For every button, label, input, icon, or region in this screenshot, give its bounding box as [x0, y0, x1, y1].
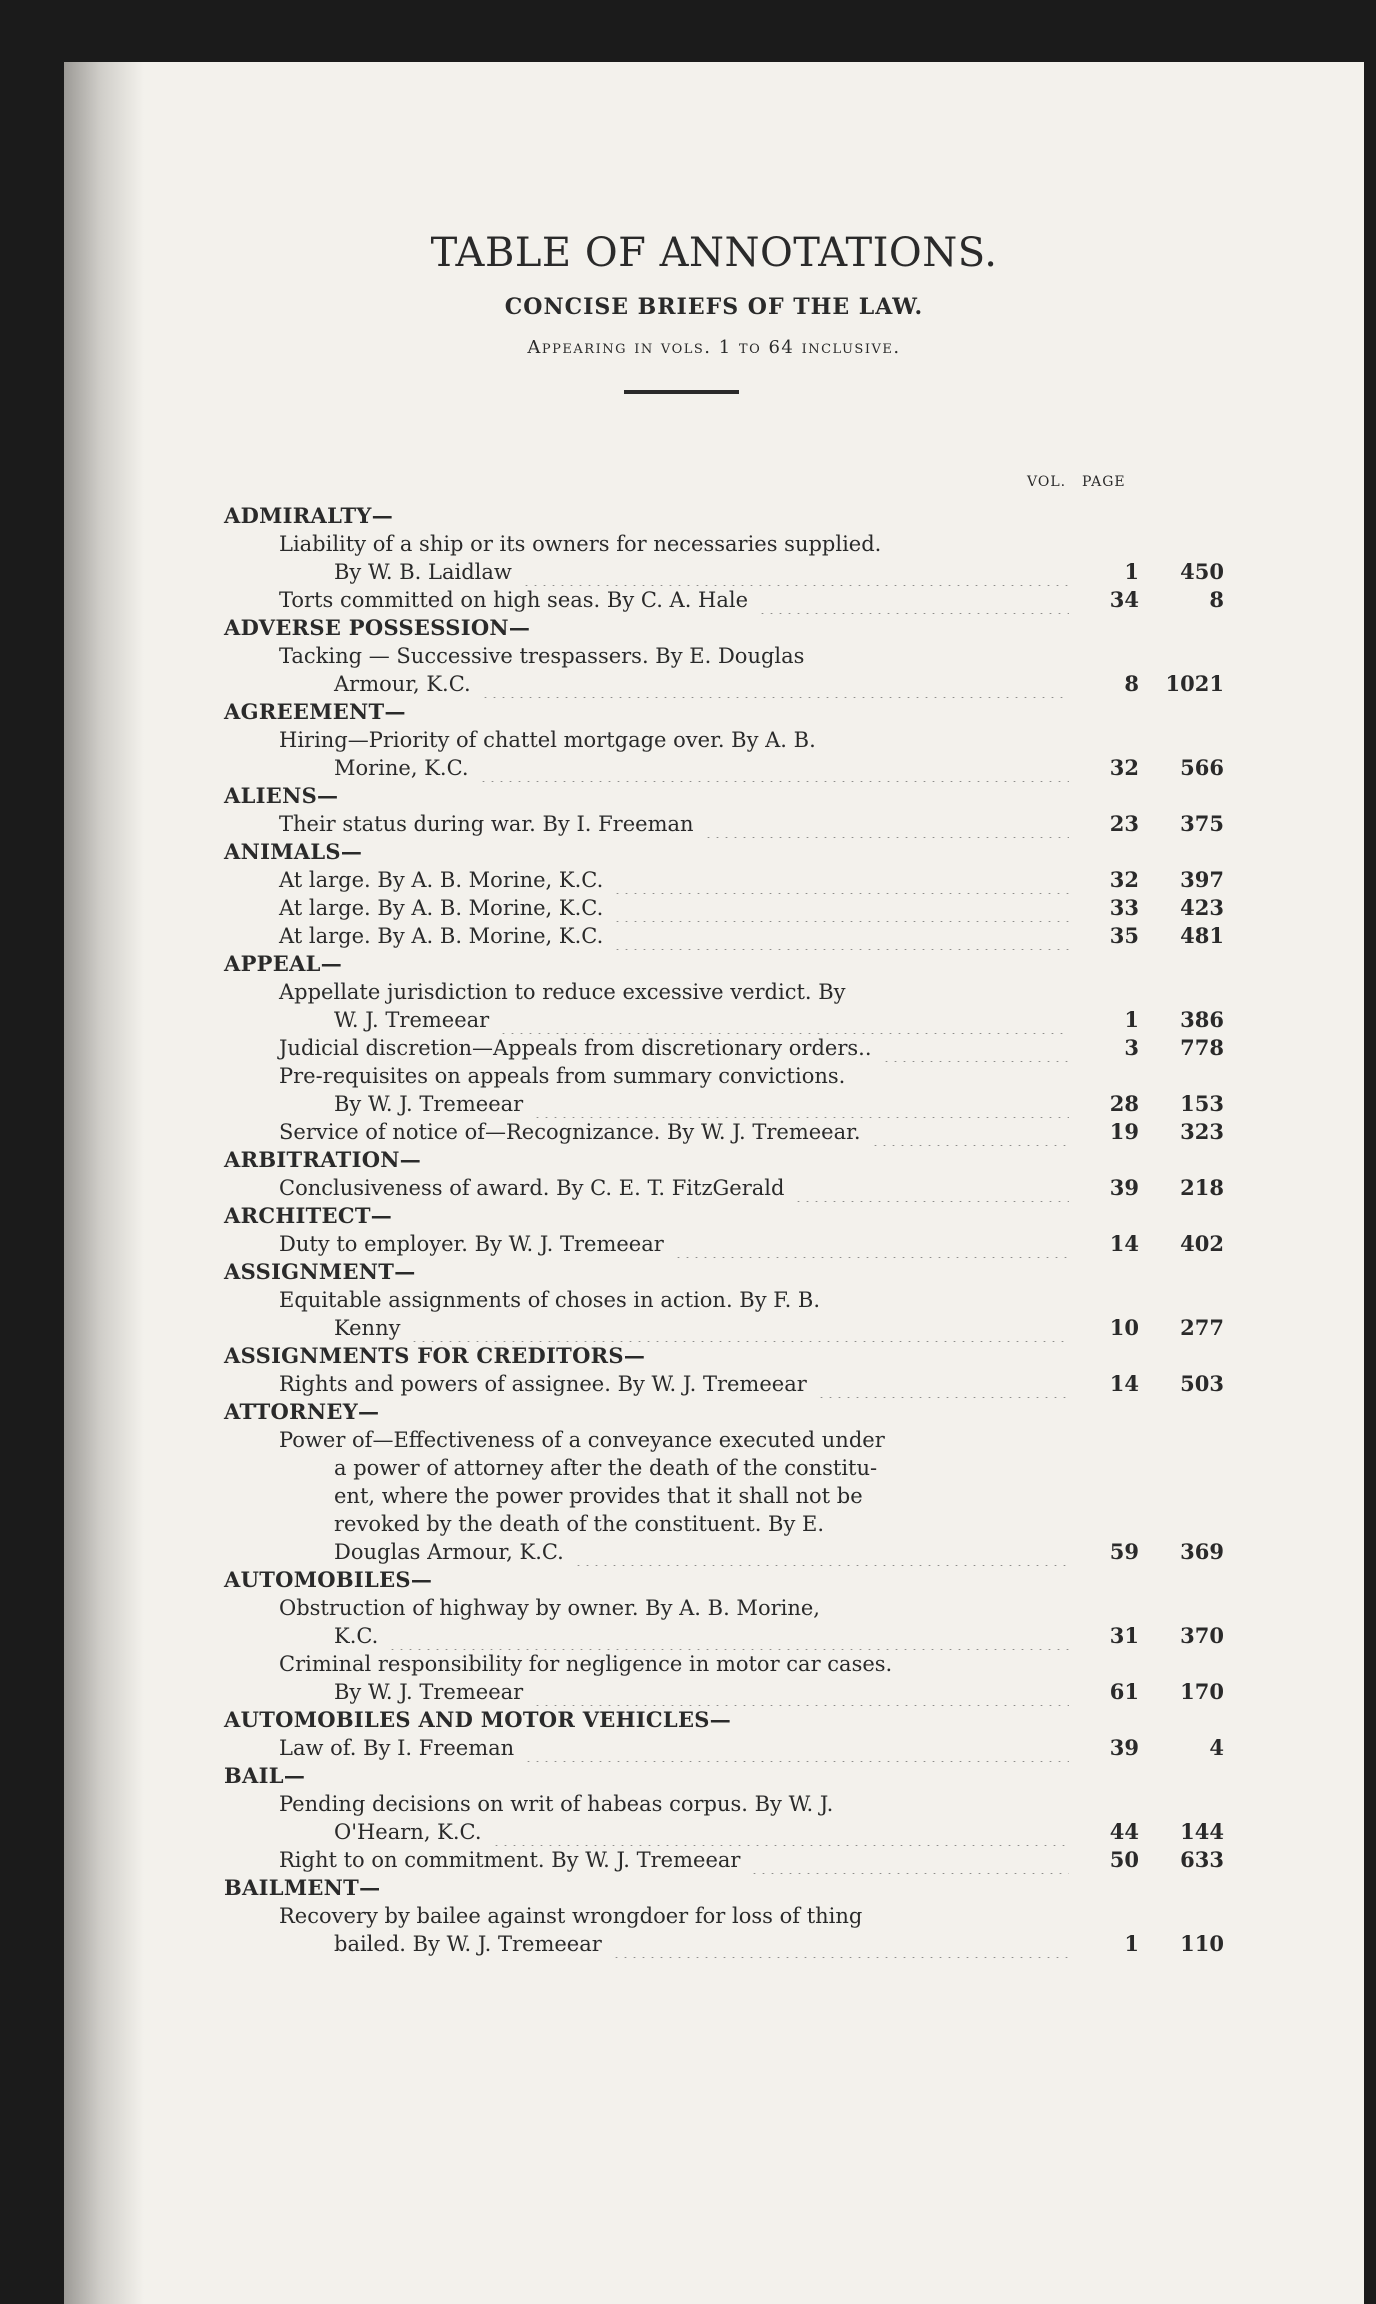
entry-line	[224, 1062, 1304, 1090]
entry-text: Conclusiveness of award. By C. E. T. FitzGerald	[279, 1176, 785, 1200]
annotation-entry	[224, 866, 1304, 894]
page-title: TABLE OF ANNOTATIONS.	[430, 230, 998, 276]
column-header-vol: VOL.	[1027, 474, 1067, 490]
entry-page: 218	[1180, 1175, 1224, 1200]
entry-text: Pending decisions on writ of habeas corpus. By W. J.	[279, 1792, 834, 1816]
entry-text: Law of. By I. Freeman	[279, 1736, 515, 1760]
entry-volume: 28	[1109, 1091, 1139, 1116]
annotation-entry	[224, 530, 1304, 586]
topic-heading: ALIENS—	[224, 783, 339, 808]
entry-page: 110	[1180, 1931, 1224, 1956]
entry-line	[224, 1902, 1304, 1930]
entry-text: At large. By A. B. Morine, K.C.	[279, 896, 604, 920]
dot-leader	[522, 558, 1069, 586]
annotation-entry	[224, 1230, 1304, 1258]
entry-text: Right to on commitment. By W. J. Tremeear	[279, 1848, 741, 1872]
entry-volume: 59	[1109, 1539, 1139, 1564]
entry-page: 369	[1180, 1539, 1224, 1564]
entry-text: At large. By A. B. Morine, K.C.	[279, 868, 604, 892]
entry-text: Their status during war. By I. Freeman	[279, 812, 694, 836]
entry-line	[224, 670, 1304, 698]
entry-volume: 31	[1109, 1623, 1139, 1648]
entry-line	[224, 1930, 1304, 1958]
entry-page: 423	[1180, 895, 1224, 920]
entry-volume: 10	[1109, 1315, 1139, 1340]
annotation-entry	[224, 1594, 1304, 1650]
dot-leader	[524, 1734, 1069, 1762]
entry-text: ent, where the power provides that it shall not be	[334, 1484, 863, 1508]
entry-page: 566	[1180, 755, 1224, 780]
entry-text: By W. B. Laidlaw	[334, 560, 512, 584]
entry-volume: 3	[1124, 1035, 1139, 1060]
annotation-entry	[224, 642, 1304, 698]
annotation-entry	[224, 586, 1304, 614]
topic-heading: BAILMENT—	[224, 1875, 381, 1900]
dot-leader	[674, 1230, 1069, 1258]
page-subtitle: CONCISE BRIEFS OF THE LAW.	[504, 294, 924, 320]
dot-leader	[479, 754, 1069, 782]
entry-page: 481	[1180, 923, 1224, 948]
entry-page: 386	[1180, 1007, 1224, 1032]
entry-page: 778	[1180, 1035, 1224, 1060]
entry-volume: 61	[1109, 1679, 1139, 1704]
entry-page: 402	[1180, 1231, 1224, 1256]
entry-text: O'Hearn, K.C.	[334, 1820, 482, 1844]
dot-leader	[533, 1090, 1069, 1118]
entry-page: 170	[1180, 1679, 1224, 1704]
entry-line	[224, 922, 1304, 950]
entry-volume: 1	[1124, 559, 1139, 584]
entry-line	[224, 1622, 1304, 1650]
entry-text: Torts committed on high seas. By C. A. Hale	[279, 588, 749, 612]
topic-heading: ATTORNEY—	[224, 1399, 380, 1424]
column-header-page: PAGE	[1082, 474, 1126, 490]
entry-text: W. J. Tremeear	[334, 1008, 490, 1032]
volume-scope: Appearing in vols. 1 to 64 inclusive.	[527, 337, 901, 358]
entry-volume: 19	[1109, 1119, 1139, 1144]
entry-line	[224, 1678, 1304, 1706]
topic-heading: AUTOMOBILES—	[224, 1567, 433, 1592]
entry-line	[224, 1734, 1304, 1762]
entry-page: 503	[1180, 1371, 1224, 1396]
topic-heading: APPEAL—	[224, 951, 343, 976]
entry-text: Service of notice of—Recognizance. By W. J. Tremeear.	[279, 1120, 861, 1144]
entry-volume: 32	[1109, 755, 1139, 780]
annotation-entry	[224, 810, 1304, 838]
entry-page: 144	[1180, 1819, 1224, 1844]
entry-volume: 39	[1109, 1175, 1139, 1200]
entry-volume: 50	[1109, 1847, 1139, 1872]
annotation-entry	[224, 1790, 1304, 1846]
entry-text: K.C.	[334, 1624, 379, 1648]
page-gutter-shadow	[64, 62, 144, 2304]
book-page	[64, 62, 1364, 2304]
entry-page: 397	[1180, 867, 1224, 892]
entry-line	[224, 530, 1304, 558]
topic-heading: ADVERSE POSSESSION—	[224, 615, 531, 640]
entry-page: 375	[1180, 811, 1224, 836]
dot-leader	[613, 866, 1069, 894]
entry-volume: 23	[1109, 811, 1139, 836]
entry-line	[224, 1594, 1304, 1622]
annotation-entry	[224, 1734, 1304, 1762]
entry-text: Power of—Effectiveness of a conveyance executed under	[279, 1428, 885, 1452]
entry-page: 370	[1180, 1623, 1224, 1648]
entry-text: Obstruction of highway by owner. By A. B. Morine,	[279, 1596, 820, 1620]
entry-volume: 33	[1109, 895, 1139, 920]
annotation-entry	[224, 1286, 1304, 1342]
entry-page: 153	[1180, 1091, 1224, 1116]
entry-text: Pre-requisites on appeals from summary convictions.	[279, 1064, 846, 1088]
entry-text: Douglas Armour, K.C.	[334, 1540, 564, 1564]
topic-heading: ARBITRATION—	[224, 1147, 422, 1172]
dot-leader	[492, 1818, 1069, 1846]
entry-text: Morine, K.C.	[334, 756, 469, 780]
dot-leader	[882, 1034, 1069, 1062]
entry-line	[224, 1034, 1304, 1062]
annotation-entry	[224, 1118, 1304, 1146]
annotation-entry	[224, 1370, 1304, 1398]
entry-page: 4	[1209, 1735, 1224, 1760]
entry-text: Duty to employer. By W. J. Tremeear	[279, 1232, 664, 1256]
dot-leader	[758, 586, 1069, 614]
entry-text: Judicial discretion—Appeals from discretionary orders..	[279, 1036, 872, 1060]
entry-line	[224, 726, 1304, 754]
entry-page: 277	[1180, 1315, 1224, 1340]
entry-line	[224, 1650, 1304, 1678]
entry-volume: 8	[1124, 671, 1139, 696]
entry-text: Armour, K.C.	[334, 672, 471, 696]
entry-line	[224, 1790, 1304, 1818]
entry-page: 323	[1180, 1119, 1224, 1144]
annotation-entry	[224, 1426, 1304, 1566]
annotation-entry	[224, 1846, 1304, 1874]
topic-heading: ASSIGNMENT—	[224, 1259, 416, 1284]
annotation-entry	[224, 894, 1304, 922]
entry-text: At large. By A. B. Morine, K.C.	[279, 924, 604, 948]
topic-heading: AGREEMENT—	[224, 699, 406, 724]
entry-text: Tacking — Successive trespassers. By E. Douglas	[279, 644, 805, 668]
topic-heading: ARCHITECT—	[224, 1203, 393, 1228]
topic-heading: ADMIRALTY—	[224, 503, 393, 528]
entry-volume: 35	[1109, 923, 1139, 948]
dot-leader	[612, 1930, 1069, 1958]
annotation-entry	[224, 1034, 1304, 1062]
entry-line	[224, 1090, 1304, 1118]
entry-line	[224, 1118, 1304, 1146]
entry-volume: 14	[1109, 1371, 1139, 1396]
entry-line	[224, 642, 1304, 670]
annotations-table	[224, 502, 1304, 1958]
entry-line	[224, 1818, 1304, 1846]
entry-text: By W. J. Tremeear	[334, 1092, 524, 1116]
entry-page: 8	[1209, 587, 1224, 612]
entry-text: Hiring—Priority of chattel mortgage over. By A. B.	[279, 728, 816, 752]
dot-leader	[613, 894, 1069, 922]
entry-line	[224, 1174, 1304, 1202]
entry-line	[224, 1314, 1304, 1342]
annotation-entry	[224, 978, 1304, 1034]
entry-line	[224, 1538, 1304, 1566]
entry-line	[224, 894, 1304, 922]
entry-text: revoked by the death of the constituent. By E.	[334, 1512, 825, 1536]
entry-line	[224, 1230, 1304, 1258]
dot-leader	[871, 1118, 1069, 1146]
dot-leader	[499, 1006, 1069, 1034]
entry-line	[224, 754, 1304, 782]
dot-leader	[704, 810, 1069, 838]
entry-line	[224, 1426, 1304, 1454]
dot-leader	[410, 1314, 1069, 1342]
entry-line	[224, 1370, 1304, 1398]
entry-text: Equitable assignments of choses in action. By F. B.	[279, 1288, 821, 1312]
dot-leader	[481, 670, 1069, 698]
entry-page: 633	[1180, 1847, 1224, 1872]
entry-line	[224, 1454, 1304, 1482]
topic-heading: BAIL—	[224, 1763, 306, 1788]
entry-line	[224, 978, 1304, 1006]
entry-text: Liability of a ship or its owners for necessaries supplied.	[279, 532, 882, 556]
entry-text: Appellate jurisdiction to reduce excessive verdict. By	[279, 980, 846, 1004]
entry-line	[224, 866, 1304, 894]
entry-line	[224, 810, 1304, 838]
title-divider	[624, 390, 739, 394]
dot-leader	[750, 1846, 1069, 1874]
entry-line	[224, 586, 1304, 614]
entry-line	[224, 1846, 1304, 1874]
entry-text: bailed. By W. J. Tremeear	[334, 1932, 602, 1956]
annotation-entry	[224, 1902, 1304, 1958]
annotation-entry	[224, 1650, 1304, 1706]
entry-line	[224, 558, 1304, 586]
entry-page: 450	[1180, 559, 1224, 584]
annotation-entry	[224, 726, 1304, 782]
entry-line	[224, 1006, 1304, 1034]
entry-volume: 14	[1109, 1231, 1139, 1256]
entry-line	[224, 1510, 1304, 1538]
dot-leader	[533, 1678, 1069, 1706]
dot-leader	[388, 1622, 1069, 1650]
entry-line	[224, 1286, 1304, 1314]
topic-heading: AUTOMOBILES AND MOTOR VEHICLES—	[224, 1707, 732, 1732]
annotation-entry	[224, 1062, 1304, 1118]
entry-text: a power of attorney after the death of the constitu-	[334, 1456, 878, 1480]
dot-leader	[794, 1174, 1069, 1202]
entry-volume: 34	[1109, 587, 1139, 612]
dot-leader	[613, 922, 1069, 950]
dot-leader	[817, 1370, 1069, 1398]
entry-text: Kenny	[334, 1316, 401, 1340]
entry-volume: 39	[1109, 1735, 1139, 1760]
entry-volume: 32	[1109, 867, 1139, 892]
entry-volume: 1	[1124, 1931, 1139, 1956]
entry-text: Rights and powers of assignee. By W. J. Tremeear	[279, 1372, 807, 1396]
annotation-entry	[224, 922, 1304, 950]
entry-page: 1021	[1165, 671, 1224, 696]
entry-line	[224, 1482, 1304, 1510]
dot-leader	[574, 1538, 1069, 1566]
entry-text: Criminal responsibility for negligence in motor car cases.	[279, 1652, 893, 1676]
entry-volume: 44	[1109, 1819, 1139, 1844]
topic-heading: ASSIGNMENTS FOR CREDITORS—	[224, 1343, 646, 1368]
entry-text: Recovery by bailee against wrongdoer for loss of thing	[279, 1904, 863, 1928]
entry-volume: 1	[1124, 1007, 1139, 1032]
topic-heading: ANIMALS—	[224, 839, 363, 864]
annotation-entry	[224, 1174, 1304, 1202]
entry-text: By W. J. Tremeear	[334, 1680, 524, 1704]
